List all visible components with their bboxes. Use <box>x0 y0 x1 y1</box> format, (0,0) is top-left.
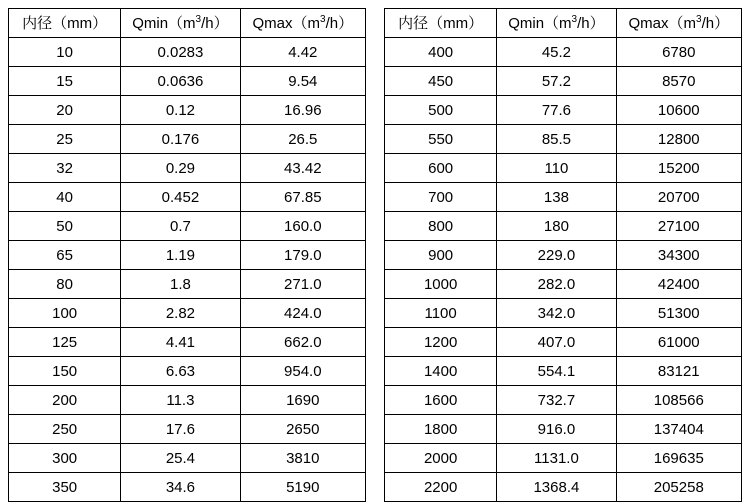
cell-qmin: 282.0 <box>497 270 616 299</box>
table-row <box>385 473 742 502</box>
cell-qmin: 45.2 <box>497 38 616 67</box>
cell-qmax: 67.85 <box>240 183 365 212</box>
unit-exponent: 3 <box>571 13 578 25</box>
cell-inner-diameter: 100 <box>9 299 121 328</box>
left-table-body <box>9 38 366 502</box>
cell-qmax: 954.0 <box>240 357 365 386</box>
cell-inner-diameter: 80 <box>9 270 121 299</box>
cell-qmin: 6.63 <box>121 357 240 386</box>
cell-qmax: 15200 <box>616 154 741 183</box>
cell-qmax: 205258 <box>616 473 741 502</box>
header-qmax <box>616 9 741 38</box>
cell-inner-diameter: 15 <box>9 67 121 96</box>
table-row <box>9 328 366 357</box>
cell-qmax: 424.0 <box>240 299 365 328</box>
cell-qmin: 1131.0 <box>497 444 616 473</box>
cell-qmax: 8570 <box>616 67 741 96</box>
cell-qmin: 2.82 <box>121 299 240 328</box>
cell-qmax: 42400 <box>616 270 741 299</box>
cell-qmin: 0.7 <box>121 212 240 241</box>
left-table-header <box>9 9 366 38</box>
cell-qmax: 12800 <box>616 125 741 154</box>
table-row <box>9 38 366 67</box>
header-label: $Qmax(m^3/h)$ <box>252 13 354 32</box>
table-row <box>385 183 742 212</box>
header-qmin <box>121 9 240 38</box>
cell-inner-diameter: 450 <box>385 67 497 96</box>
right-table-header <box>385 9 742 38</box>
cell-inner-diameter: 40 <box>9 183 121 212</box>
table-row <box>385 415 742 444</box>
table-row <box>9 357 366 386</box>
left-table <box>8 8 366 502</box>
table-row <box>385 154 742 183</box>
table-row <box>9 67 366 96</box>
cell-qmax: 4.42 <box>240 38 365 67</box>
cell-qmin: 732.7 <box>497 386 616 415</box>
cell-qmin: 554.1 <box>497 357 616 386</box>
header-label: 内径（mm） <box>22 14 108 32</box>
cell-qmax: 16.96 <box>240 96 365 125</box>
cell-qmax: 1690 <box>240 386 365 415</box>
table-row <box>385 444 742 473</box>
cell-inner-diameter: 65 <box>9 241 121 270</box>
cell-qmax: 108566 <box>616 386 741 415</box>
cell-qmin: 0.0636 <box>121 67 240 96</box>
cell-qmax: 10600 <box>616 96 741 125</box>
cell-qmax: 34300 <box>616 241 741 270</box>
cell-inner-diameter: 400 <box>385 38 497 67</box>
table-row <box>385 357 742 386</box>
header-inner-diameter <box>385 9 497 38</box>
cell-qmax: 20700 <box>616 183 741 212</box>
cell-inner-diameter: 1600 <box>385 386 497 415</box>
table-row <box>9 125 366 154</box>
cell-inner-diameter: 1400 <box>385 357 497 386</box>
cell-inner-diameter: 350 <box>9 473 121 502</box>
unit-exponent: 3 <box>696 13 702 25</box>
cell-qmax: 179.0 <box>240 241 365 270</box>
unit-exponent: 3 <box>195 13 202 25</box>
cell-inner-diameter: 1800 <box>385 415 497 444</box>
cell-inner-diameter: 10 <box>9 38 121 67</box>
cell-qmax: 26.5 <box>240 125 365 154</box>
cell-qmin: 11.3 <box>121 386 240 415</box>
table-row <box>385 270 742 299</box>
cell-qmin: 407.0 <box>497 328 616 357</box>
cell-qmax: 169635 <box>616 444 741 473</box>
cell-qmin: 138 <box>497 183 616 212</box>
cell-qmax: 43.42 <box>240 154 365 183</box>
cell-inner-diameter: 150 <box>9 357 121 386</box>
table-row <box>385 328 742 357</box>
header-label: $Qmin(m^3/h)$ <box>508 13 605 32</box>
cell-inner-diameter: 2000 <box>385 444 497 473</box>
cell-qmin: 110 <box>497 154 616 183</box>
cell-qmax: 271.0 <box>240 270 365 299</box>
table-row <box>385 38 742 67</box>
cell-qmax: 9.54 <box>240 67 365 96</box>
cell-qmax: 51300 <box>616 299 741 328</box>
cell-inner-diameter: 600 <box>385 154 497 183</box>
cell-qmax: 27100 <box>616 212 741 241</box>
cell-qmin: 0.0283 <box>121 38 240 67</box>
table-row <box>385 96 742 125</box>
right-table <box>384 8 742 502</box>
cell-qmax: 2650 <box>240 415 365 444</box>
cell-qmin: 0.176 <box>121 125 240 154</box>
cell-inner-diameter: 200 <box>9 386 121 415</box>
cell-inner-diameter: 1100 <box>385 299 497 328</box>
cell-qmin: 57.2 <box>497 67 616 96</box>
cell-inner-diameter: 125 <box>9 328 121 357</box>
cell-inner-diameter: 32 <box>9 154 121 183</box>
cell-inner-diameter: 800 <box>385 212 497 241</box>
table-row <box>385 67 742 96</box>
table-row <box>9 415 366 444</box>
cell-qmin: 77.6 <box>497 96 616 125</box>
cell-inner-diameter: 1000 <box>385 270 497 299</box>
table-row <box>9 386 366 415</box>
cell-qmax: 662.0 <box>240 328 365 357</box>
table-row <box>9 270 366 299</box>
table-row <box>9 241 366 270</box>
cell-qmin: 0.452 <box>121 183 240 212</box>
cell-qmax: 160.0 <box>240 212 365 241</box>
cell-qmin: 342.0 <box>497 299 616 328</box>
cell-inner-diameter: 900 <box>385 241 497 270</box>
table-row <box>385 241 742 270</box>
cell-qmax: 61000 <box>616 328 741 357</box>
cell-qmax: 3810 <box>240 444 365 473</box>
table-row <box>385 299 742 328</box>
header-row <box>385 9 742 38</box>
header-qmax <box>240 9 365 38</box>
cell-qmax: 137404 <box>616 415 741 444</box>
table-row <box>9 154 366 183</box>
right-table-body <box>385 38 742 502</box>
cell-qmax: 6780 <box>616 38 741 67</box>
cell-qmin: 17.6 <box>121 415 240 444</box>
table-row <box>9 444 366 473</box>
cell-qmin: 1.19 <box>121 241 240 270</box>
cell-inner-diameter: 250 <box>9 415 121 444</box>
cell-qmin: 4.41 <box>121 328 240 357</box>
cell-inner-diameter: 25 <box>9 125 121 154</box>
table-row <box>9 299 366 328</box>
cell-qmin: 25.4 <box>121 444 240 473</box>
cell-inner-diameter: 50 <box>9 212 121 241</box>
header-row <box>9 9 366 38</box>
cell-inner-diameter: 1200 <box>385 328 497 357</box>
header-inner-diameter <box>9 9 121 38</box>
cell-inner-diameter: 500 <box>385 96 497 125</box>
header-label: $Qmax(m^3/h)$ <box>628 13 730 32</box>
cell-inner-diameter: 20 <box>9 96 121 125</box>
cell-qmax: 83121 <box>616 357 741 386</box>
cell-qmax: 5190 <box>240 473 365 502</box>
unit-exponent: 3 <box>320 13 326 25</box>
table-row <box>9 212 366 241</box>
cell-inner-diameter: 700 <box>385 183 497 212</box>
cell-qmin: 1.8 <box>121 270 240 299</box>
table-row <box>9 96 366 125</box>
header-label: 内径（mm） <box>398 14 484 32</box>
cell-inner-diameter: 550 <box>385 125 497 154</box>
cell-qmin: 1368.4 <box>497 473 616 502</box>
cell-qmin: 0.29 <box>121 154 240 183</box>
cell-qmin: 85.5 <box>497 125 616 154</box>
table-row <box>9 183 366 212</box>
header-label: $Qmin(m^3/h)$ <box>132 13 229 32</box>
cell-inner-diameter: 300 <box>9 444 121 473</box>
table-row <box>385 125 742 154</box>
cell-qmin: 34.6 <box>121 473 240 502</box>
cell-qmin: 180 <box>497 212 616 241</box>
table-row <box>385 212 742 241</box>
cell-qmin: 0.12 <box>121 96 240 125</box>
table-row <box>385 386 742 415</box>
header-qmin <box>497 9 616 38</box>
table-row <box>9 473 366 502</box>
cell-qmin: 229.0 <box>497 241 616 270</box>
cell-inner-diameter: 2200 <box>385 473 497 502</box>
cell-qmin: 916.0 <box>497 415 616 444</box>
